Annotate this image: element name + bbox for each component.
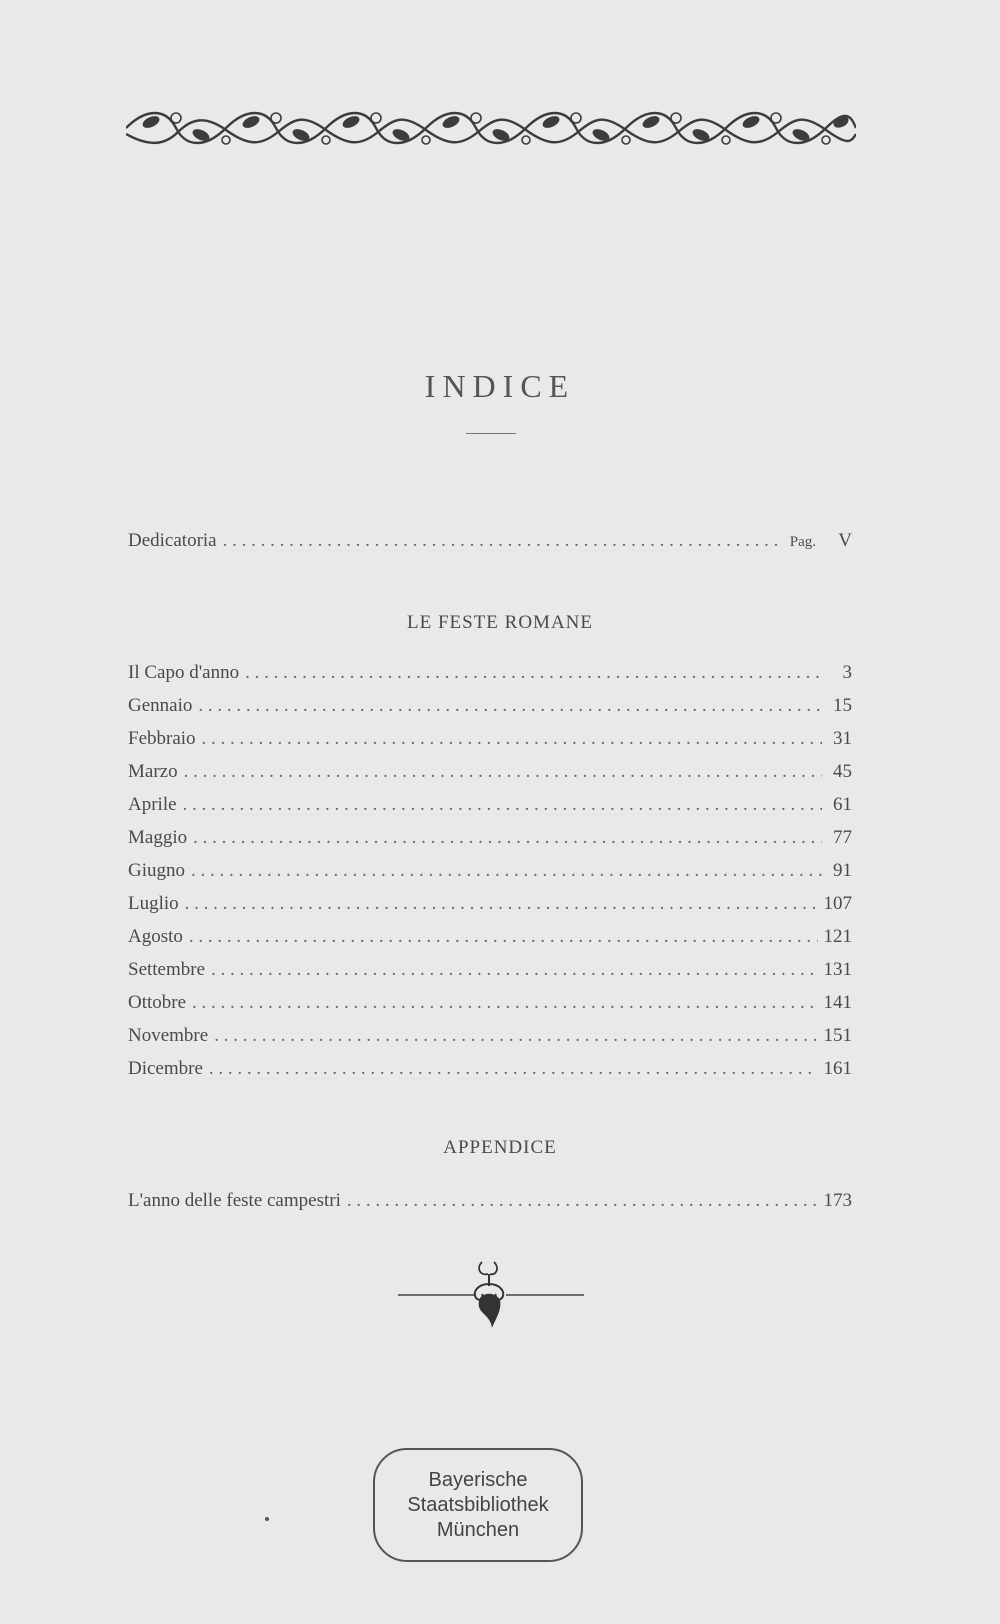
toc-entry-page: 141	[823, 992, 852, 1013]
toc-entry-page: 77	[833, 827, 852, 848]
library-stamp	[373, 1448, 583, 1562]
section-heading-appendice: APPENDICE	[443, 1137, 557, 1158]
dot-leader	[223, 530, 780, 552]
dot-leader	[184, 761, 822, 783]
page-title: INDICE	[424, 368, 576, 404]
dot-leader	[193, 827, 822, 849]
floral-ornament-band-icon	[126, 108, 856, 148]
dot-leader	[198, 695, 822, 717]
toc-entry-label: Dedicatoria	[128, 530, 217, 551]
dot-leader	[214, 1025, 817, 1047]
toc-entry[interactable]	[128, 893, 852, 923]
dot-leader	[202, 728, 822, 750]
toc-entry-page: 15	[833, 695, 852, 716]
toc-entry-page: 161	[823, 1058, 852, 1079]
dot-leader	[192, 992, 817, 1014]
toc-entry-label: Maggio	[128, 827, 188, 848]
toc-entry-label: Marzo	[128, 761, 178, 782]
section-heading-feste-romane: LE FESTE ROMANE	[407, 612, 593, 633]
toc-entry-page: 31	[833, 728, 852, 749]
toc-entry-page: V	[838, 530, 852, 551]
dot-leader	[347, 1190, 818, 1212]
toc-entry-label: Settembre	[128, 959, 206, 980]
toc-entry-page: 131	[823, 959, 852, 980]
toc-entry[interactable]	[128, 728, 852, 758]
toc-entry-label: Aprile	[128, 794, 177, 815]
dot-leader	[185, 893, 818, 915]
toc-entry-page: 61	[833, 794, 852, 815]
toc-entry[interactable]	[128, 794, 852, 824]
toc-entry[interactable]	[128, 1025, 852, 1055]
toc-entry-page: 151	[823, 1025, 852, 1046]
stamp-line-3: München	[436, 1518, 520, 1541]
toc-entry-page: 121	[823, 926, 852, 947]
toc-entry-label: Luglio	[128, 893, 179, 914]
title-divider	[466, 433, 516, 434]
toc-entry-label: Ottobre	[128, 992, 187, 1013]
toc-entry-label: Giugno	[128, 860, 185, 881]
toc-entry[interactable]	[128, 695, 852, 725]
toc-entry[interactable]	[128, 860, 852, 890]
toc-entry-label: Febbraio	[128, 728, 196, 749]
stamp-line-1: Bayerische	[428, 1468, 528, 1491]
toc-entry-page: 107	[823, 893, 852, 914]
dot-leader	[189, 926, 818, 948]
stamp-line-2: Staatsbibliothek	[407, 1493, 549, 1516]
toc-entry-dedicatoria[interactable]	[128, 530, 852, 560]
toc-entry[interactable]	[128, 827, 852, 857]
pag-label: Pag.	[789, 534, 816, 550]
toc-entry-label: Agosto	[128, 926, 183, 947]
toc-entry-page: 173	[823, 1190, 852, 1211]
toc-entry-label: Novembre	[128, 1025, 209, 1046]
toc-entry-page: 3	[842, 662, 852, 683]
toc-entry-page: 45	[833, 761, 852, 782]
dot-leader	[191, 860, 822, 882]
dot-leader	[183, 794, 822, 816]
toc-entry-page: 91	[833, 860, 852, 881]
dot-leader	[209, 1058, 818, 1080]
toc-entry[interactable]	[128, 761, 852, 791]
toc-entry[interactable]	[128, 959, 852, 989]
ink-speck	[265, 1517, 269, 1521]
dot-leader	[245, 662, 822, 684]
toc-entry[interactable]	[128, 1058, 852, 1088]
tailpiece-fleuron-icon	[396, 1258, 586, 1338]
toc-entry-label: Gennaio	[128, 695, 193, 716]
toc-entry[interactable]	[128, 662, 852, 692]
toc-entry-label: Dicembre	[128, 1058, 203, 1079]
toc-entry[interactable]	[128, 926, 852, 956]
dot-leader	[211, 959, 817, 981]
toc-entry[interactable]	[128, 992, 852, 1022]
toc-entry[interactable]	[128, 1190, 852, 1220]
toc-entry-label: Il Capo d'anno	[128, 662, 240, 683]
toc-entry-label: L'anno delle feste campestri	[128, 1190, 341, 1211]
